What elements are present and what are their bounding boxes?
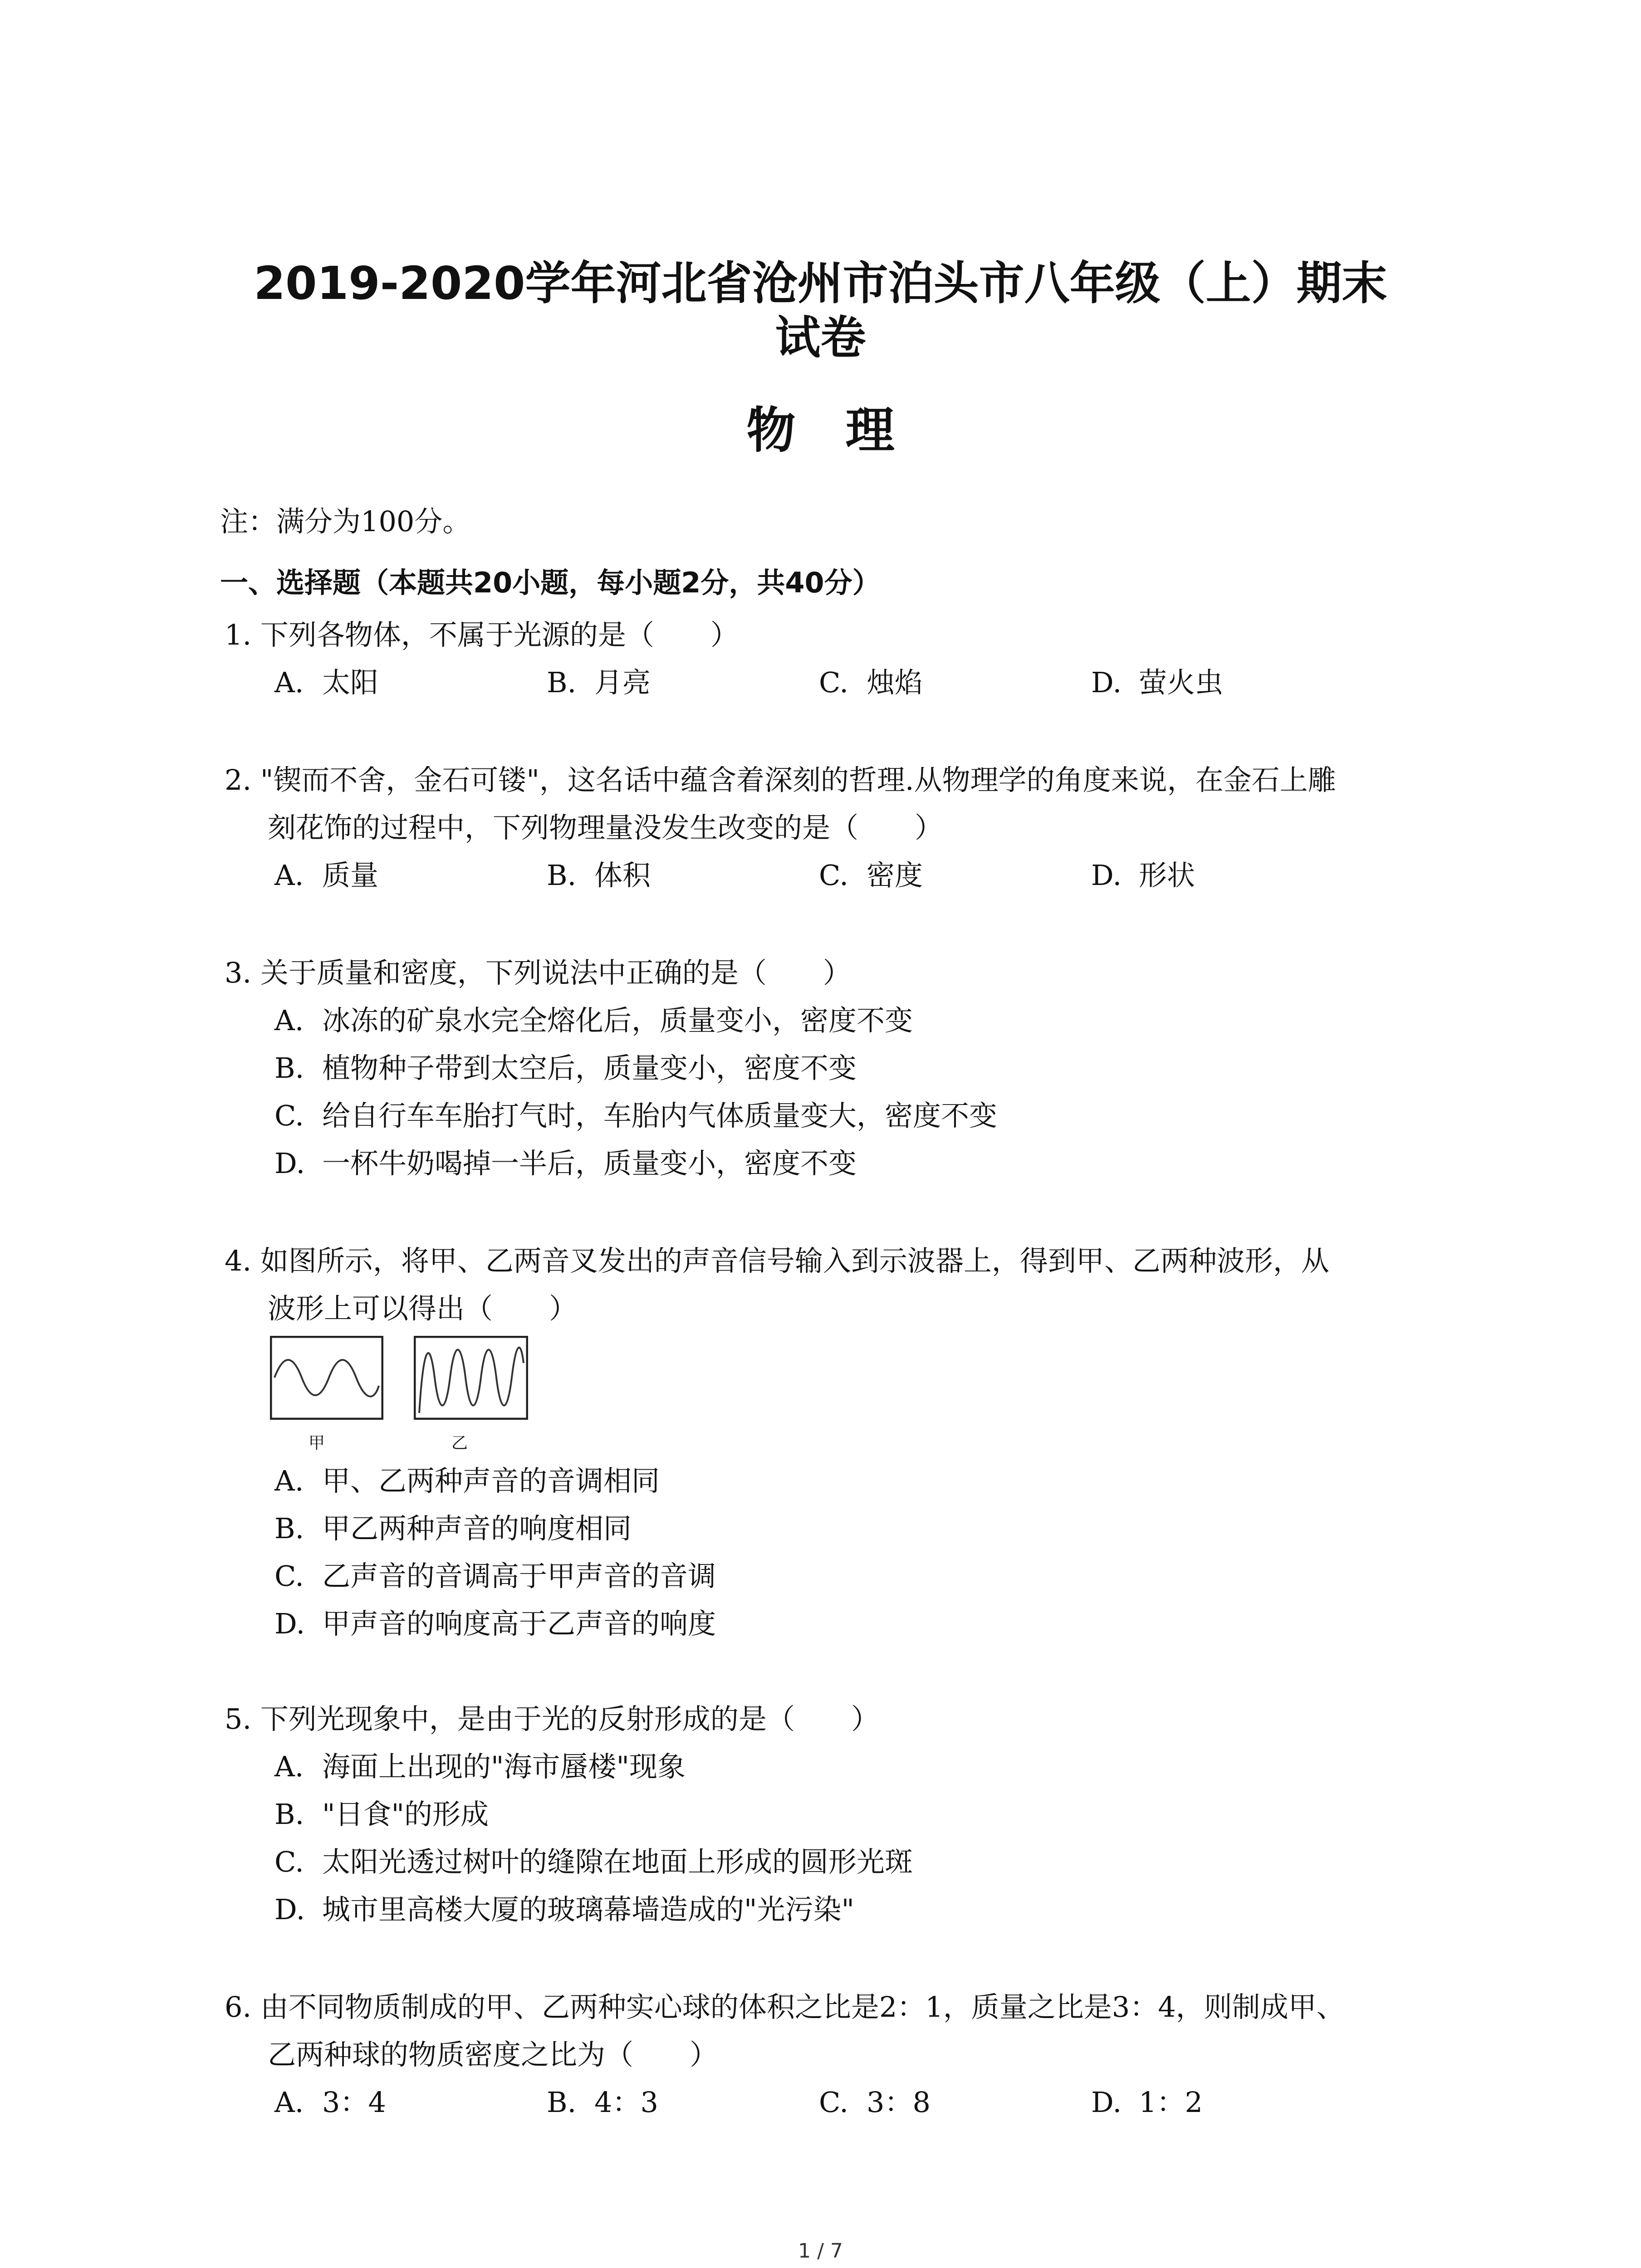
option-letter: D. xyxy=(1091,666,1122,699)
option-text: 形状 xyxy=(1139,859,1195,892)
subject-title: 物理 xyxy=(746,402,945,459)
question-5-option-d xyxy=(274,1892,854,1928)
question-4-stem-line-1: 4. 如图所示，将甲、乙两音叉发出的声音信号输入到示波器上，得到甲、乙两种波形，从 xyxy=(225,1244,1329,1277)
option-letter: D. xyxy=(1091,2086,1122,2119)
option-text: 体积 xyxy=(594,859,651,892)
question-1-option-d xyxy=(1091,665,1223,701)
option-text: 甲声音的响度高于乙声音的响度 xyxy=(322,1607,716,1640)
question-4-option-a xyxy=(274,1463,660,1499)
option-letter: C. xyxy=(274,1099,304,1132)
question-4-option-d xyxy=(274,1606,716,1642)
option-letter: A. xyxy=(274,859,304,892)
option-text: 太阳光透过树叶的缝隙在地面上形成的圆形光斑 xyxy=(322,1845,913,1878)
option-text: 4：3 xyxy=(594,2086,658,2119)
waveform-yi-label: 乙 xyxy=(451,1434,468,1452)
question-2-stem-line-1: 2. "锲而不舍，金石可镂"，这名话中蕴含着深刻的哲理.从物理学的角度来说，在金石上雕 xyxy=(225,763,1336,797)
option-letter: C. xyxy=(819,2086,848,2119)
question-3-stem: 3. 关于质量和密度，下列说法中正确的是（ ） xyxy=(225,956,851,989)
waveform-jia-label: 甲 xyxy=(309,1434,325,1452)
option-letter: D. xyxy=(1091,859,1122,892)
question-1-stem: 1. 下列各物体，不属于光源的是（ ） xyxy=(225,618,739,651)
question-2-option-b xyxy=(547,857,651,894)
question-1-option-c xyxy=(819,665,923,701)
option-letter: B. xyxy=(274,1512,304,1545)
question-2-stem-line-2: 刻花饰的过程中，下列物理量没发生改变的是（ ） xyxy=(268,811,943,844)
option-letter: D. xyxy=(274,1893,305,1926)
question-4-stem-line-2: 波形上可以得出（ ） xyxy=(268,1292,578,1325)
question-1-option-a xyxy=(274,665,378,701)
question-5-option-b xyxy=(274,1796,489,1833)
option-letter: A. xyxy=(274,1464,304,1497)
waveform-jia-figure xyxy=(270,1336,383,1420)
waveform-yi-curve xyxy=(419,1348,524,1413)
question-4-option-c xyxy=(274,1558,716,1594)
option-letter: C. xyxy=(274,1559,304,1593)
option-text: 甲、乙两种声音的音调相同 xyxy=(322,1464,660,1497)
waveform-yi-frame xyxy=(415,1337,527,1419)
option-text: 3：8 xyxy=(867,2086,931,2119)
question-2-option-c xyxy=(819,857,923,894)
option-text: 月亮 xyxy=(594,666,651,699)
question-4-option-b xyxy=(274,1510,632,1547)
question-6-stem-line-1: 6. 由不同物质制成的甲、乙两种实心球的体积之比是2：1，质量之比是3：4，则制成甲、 xyxy=(225,1990,1345,2024)
score-note: 注：满分为100分。 xyxy=(220,505,471,538)
page-number: 1 / 7 xyxy=(798,2239,843,2263)
option-letter: B. xyxy=(274,1051,304,1085)
section-heading: 一、选择题（本题共20小题，每小题2分，共40分） xyxy=(220,566,881,599)
exam-title-line-1: 2019-2020学年河北省沧州市泊头市八年级（上）期末 xyxy=(254,257,1387,310)
option-text: 给自行车车胎打气时，车胎内气体质量变大，密度不变 xyxy=(322,1099,998,1132)
question-6-stem-line-2: 乙两种球的物质密度之比为（ ） xyxy=(268,2038,718,2071)
waveform-jia-frame xyxy=(271,1337,382,1419)
question-3-option-d xyxy=(274,1145,857,1182)
option-letter: B. xyxy=(547,2086,577,2119)
question-2-option-a xyxy=(274,857,378,894)
option-letter: A. xyxy=(274,2086,304,2119)
option-text: 海面上出现的"海市蜃楼"现象 xyxy=(322,1750,686,1783)
option-text: 质量 xyxy=(322,859,379,892)
option-text: 太阳 xyxy=(322,666,379,699)
option-letter: C. xyxy=(274,1845,304,1878)
option-letter: C. xyxy=(819,666,848,699)
question-3-option-c xyxy=(274,1098,997,1134)
option-letter: A. xyxy=(274,666,304,699)
question-6-option-d xyxy=(1091,2084,1203,2121)
question-6-option-a xyxy=(274,2084,386,2121)
option-text: 甲乙两种声音的响度相同 xyxy=(322,1512,632,1545)
option-letter: C. xyxy=(819,859,848,892)
option-text: 冰冻的矿泉水完全熔化后，质量变小，密度不变 xyxy=(322,1004,913,1037)
question-5-option-a xyxy=(274,1749,686,1785)
question-5-stem: 5. 下列光现象中，是由于光的反射形成的是（ ） xyxy=(225,1702,879,1735)
exam-title-line-2: 试卷 xyxy=(775,311,866,364)
option-letter: A. xyxy=(274,1004,304,1037)
option-letter: B. xyxy=(274,1798,304,1831)
option-text: 3：4 xyxy=(322,2086,386,2119)
option-text: 密度 xyxy=(867,859,923,892)
option-letter: B. xyxy=(547,666,577,699)
option-letter: D. xyxy=(274,1147,305,1180)
waveform-jia-curve xyxy=(274,1360,379,1397)
waveform-yi-figure xyxy=(414,1336,528,1420)
question-6-option-c xyxy=(819,2084,931,2121)
option-text: "日食"的形成 xyxy=(322,1798,489,1831)
option-text: 一杯牛奶喝掉一半后，质量变小，密度不变 xyxy=(322,1147,857,1180)
option-letter: B. xyxy=(547,859,577,892)
question-5-option-c xyxy=(274,1844,913,1880)
option-text: 1：2 xyxy=(1139,2086,1203,2119)
question-3-option-a xyxy=(274,1002,913,1039)
question-1-option-b xyxy=(547,665,651,701)
option-text: 城市里高楼大厦的玻璃幕墙造成的"光污染" xyxy=(322,1893,855,1926)
option-text: 乙声音的音调高于甲声音的音调 xyxy=(322,1559,716,1593)
option-text: 烛焰 xyxy=(867,666,923,699)
question-6-option-b xyxy=(547,2084,658,2121)
question-3-option-b xyxy=(274,1050,857,1086)
option-text: 植物种子带到太空后，质量变小，密度不变 xyxy=(322,1051,857,1085)
option-text: 萤火虫 xyxy=(1139,666,1224,699)
option-letter: A. xyxy=(274,1750,304,1783)
option-letter: D. xyxy=(274,1607,305,1640)
question-2-option-d xyxy=(1091,857,1195,894)
